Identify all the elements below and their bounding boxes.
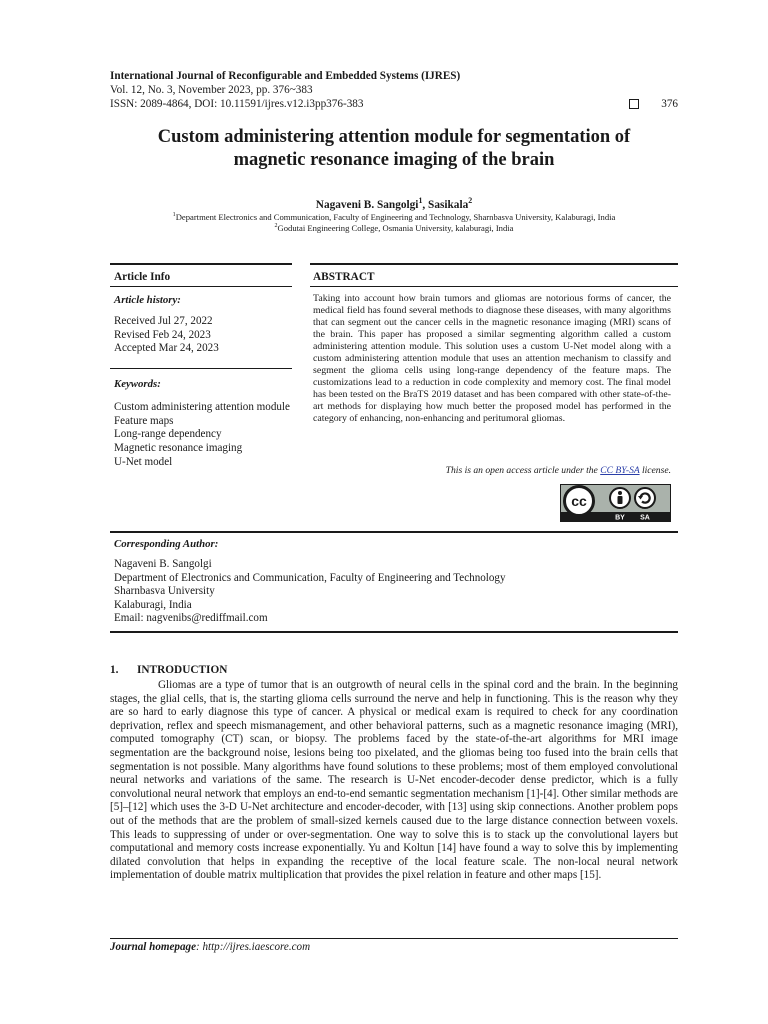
paper-title [110,126,678,172]
sa-label: SA [640,514,650,522]
journal-name: International Journal of Reconfigurable and Embedded Systems (IJRES) [110,70,461,82]
title-line-1: Custom administering attention module for segmentation of [157,127,631,147]
homepage-url[interactable]: http://ijres.iaescore.com [202,941,311,953]
abstract-heading: ABSTRACT [313,271,375,283]
by-label: BY [615,514,625,522]
introduction-heading [110,664,227,676]
author-name: Sasikala [428,198,469,211]
author-list [110,196,678,211]
abstract-text: Taking into account how brain tumors and gliomas are notorious forms of cancer, the medical field has found several methods to diagnose these diseases, with many algorithms that can segment out the cancer cells in the magnetic resonance imaging (MRI) scans of the brain. This paper has proposed a similar segmenting algorithm called a custom administering attention module. This solution uses a custom U-Net model along with a custom administering attention module that uses an attention mechanism to classify and segment the glioma cells using long-range dependency of the feature maps. The customizations lead to a reduction in code complexity and memory cost. The final model has been tested on the BraTS 2019 dataset and has been compared with other state-of-the-art methods for displaying how much better the proposed model has performed in the category of enhancing, non-enhancing and peritumoral gliomas. [313,293,671,425]
corresponding-name: Nagaveni B. Sangolgi [114,558,212,570]
keyword-item: Magnetic resonance imaging [114,442,243,455]
corresponding-bottom-rule [110,631,678,633]
info-box-bottom-rule [110,531,678,533]
issn-doi: ISSN: 2089-4864, DOI: 10.11591/ijres.v12.i3pp376-383 [110,98,364,110]
corresponding-department: Department of Electronics and Communication, Faculty of Engineering and Technology [114,571,506,584]
footer-rule [110,938,678,939]
keyword-item: Long-range dependency [114,428,222,441]
license-note: This is an open access article under the CC BY-SA license. [445,465,671,476]
introduction-text: Gliomas are a type of tumor that is an outgrowth of neural cells in the spinal cord and the brain. In the beginning stages, the glial cells, that is, the starting glioma cells surround the nerve and help in functioning. This is the reason why they are so hard to early diagnose this type of cancer. A physical or medical exam is required to check for any coordination deprivation, reflex and speech mismanagement, and other behavioral patterns, such as a magnetic resonance imaging (MRI), computed tomography (CT) scan, or biopsy. The problems faced by the state-of-the-art algorithms for MRI image segmentation are the background noise, lesions being too pixelated, and the gliomas being too fused into the brain cells that segmentation is not possible. Many algorithms have found solutions to these problems; most of them employed convolutional neural networks and variations of the same. The research is U-Net encoder-decoder dense predictor, which is a fully convolutional neural network that employs an end-to-end semantic segmentation mechanism [1]-[4]. Other similar methods are [5]–[12] which uses the 3-D U-Net architecture and encoder-decoder, with [13] using skip connections. Another problem pops out of the methods that are the problem of small-sized kernels caused due to the large distance connection between voxels. This leads to suppressing of under or over-segmentation. One way to solve this is to stack up the convolutional layers but computational and memory costs increase exponentially. Yu and Koltun [14] have found a way to solve this by implementing dilated convolution that helps in expanding the receptive of the local feature scale. The non-local neural network implementation of double matrix multiplication that provides the pixel relation in feature and other maps [15]. [110,679,678,882]
section-number: 1. [110,664,119,676]
title-line-2: magnetic resonance imaging of the brain [233,150,555,170]
keyword-list [114,401,290,470]
affiliation-1: $^1$Department Electronics and Communication, Faculty of Engineering and Technology, Sharnbasva University, Kalaburagi, India [172,211,616,222]
homepage-label: Journal homepage [110,941,196,953]
article-history [114,315,219,356]
corresponding-email: Email: nagvenibs@rediffmail.com [114,612,268,625]
journal-header [110,69,678,111]
keywords-rule [110,368,292,369]
abstract-top-rule [310,263,678,265]
author-separator: , [422,198,429,211]
section-title: INTRODUCTION [137,664,228,676]
accepted-date: Accepted Mar 24, 2023 [114,342,219,355]
corresponding-university: Sharnbasva University [114,585,215,598]
cc-by-sa-badge-icon [560,484,671,522]
journal-homepage: Journal homepage: http://ijres.iaescore.com [110,941,311,953]
page-number: 376 [661,98,678,110]
keywords-label: Keywords: [114,378,161,390]
article-info-heading: Article Info [114,271,171,283]
article-info-sub-rule [110,286,292,287]
article-history-label: Article history: [114,294,181,306]
corresponding-location: Kalaburagi, India [114,598,192,611]
abstract-sub-rule [310,286,678,287]
cc-by-sa-link[interactable]: CC BY-SA [600,465,640,476]
keyword-item: Custom administering attention module [114,401,290,413]
cc-mark: cc [571,493,587,509]
revised-date: Revised Feb 24, 2023 [114,328,211,341]
corresponding-author-details [114,558,506,626]
article-info-top-rule [110,263,292,265]
square-bullet-icon [629,99,639,109]
keyword-item: U-Net model [114,455,173,468]
volume-info: Vol. 12, No. 3, November 2023, pp. 376~383 [110,84,313,96]
author-superscript: 2 [468,196,473,205]
keyword-item: Feature maps [114,414,174,427]
received-date: Received Jul 27, 2022 [114,315,213,327]
author-name: Nagaveni B. Sangolgi [315,198,419,211]
author-superscript: 1 [418,196,423,205]
affiliation-2: $^2$Godutai Engineering College, Osmania University, kalaburagi, India [274,222,514,233]
corresponding-author-label: Corresponding Author: [114,538,219,550]
